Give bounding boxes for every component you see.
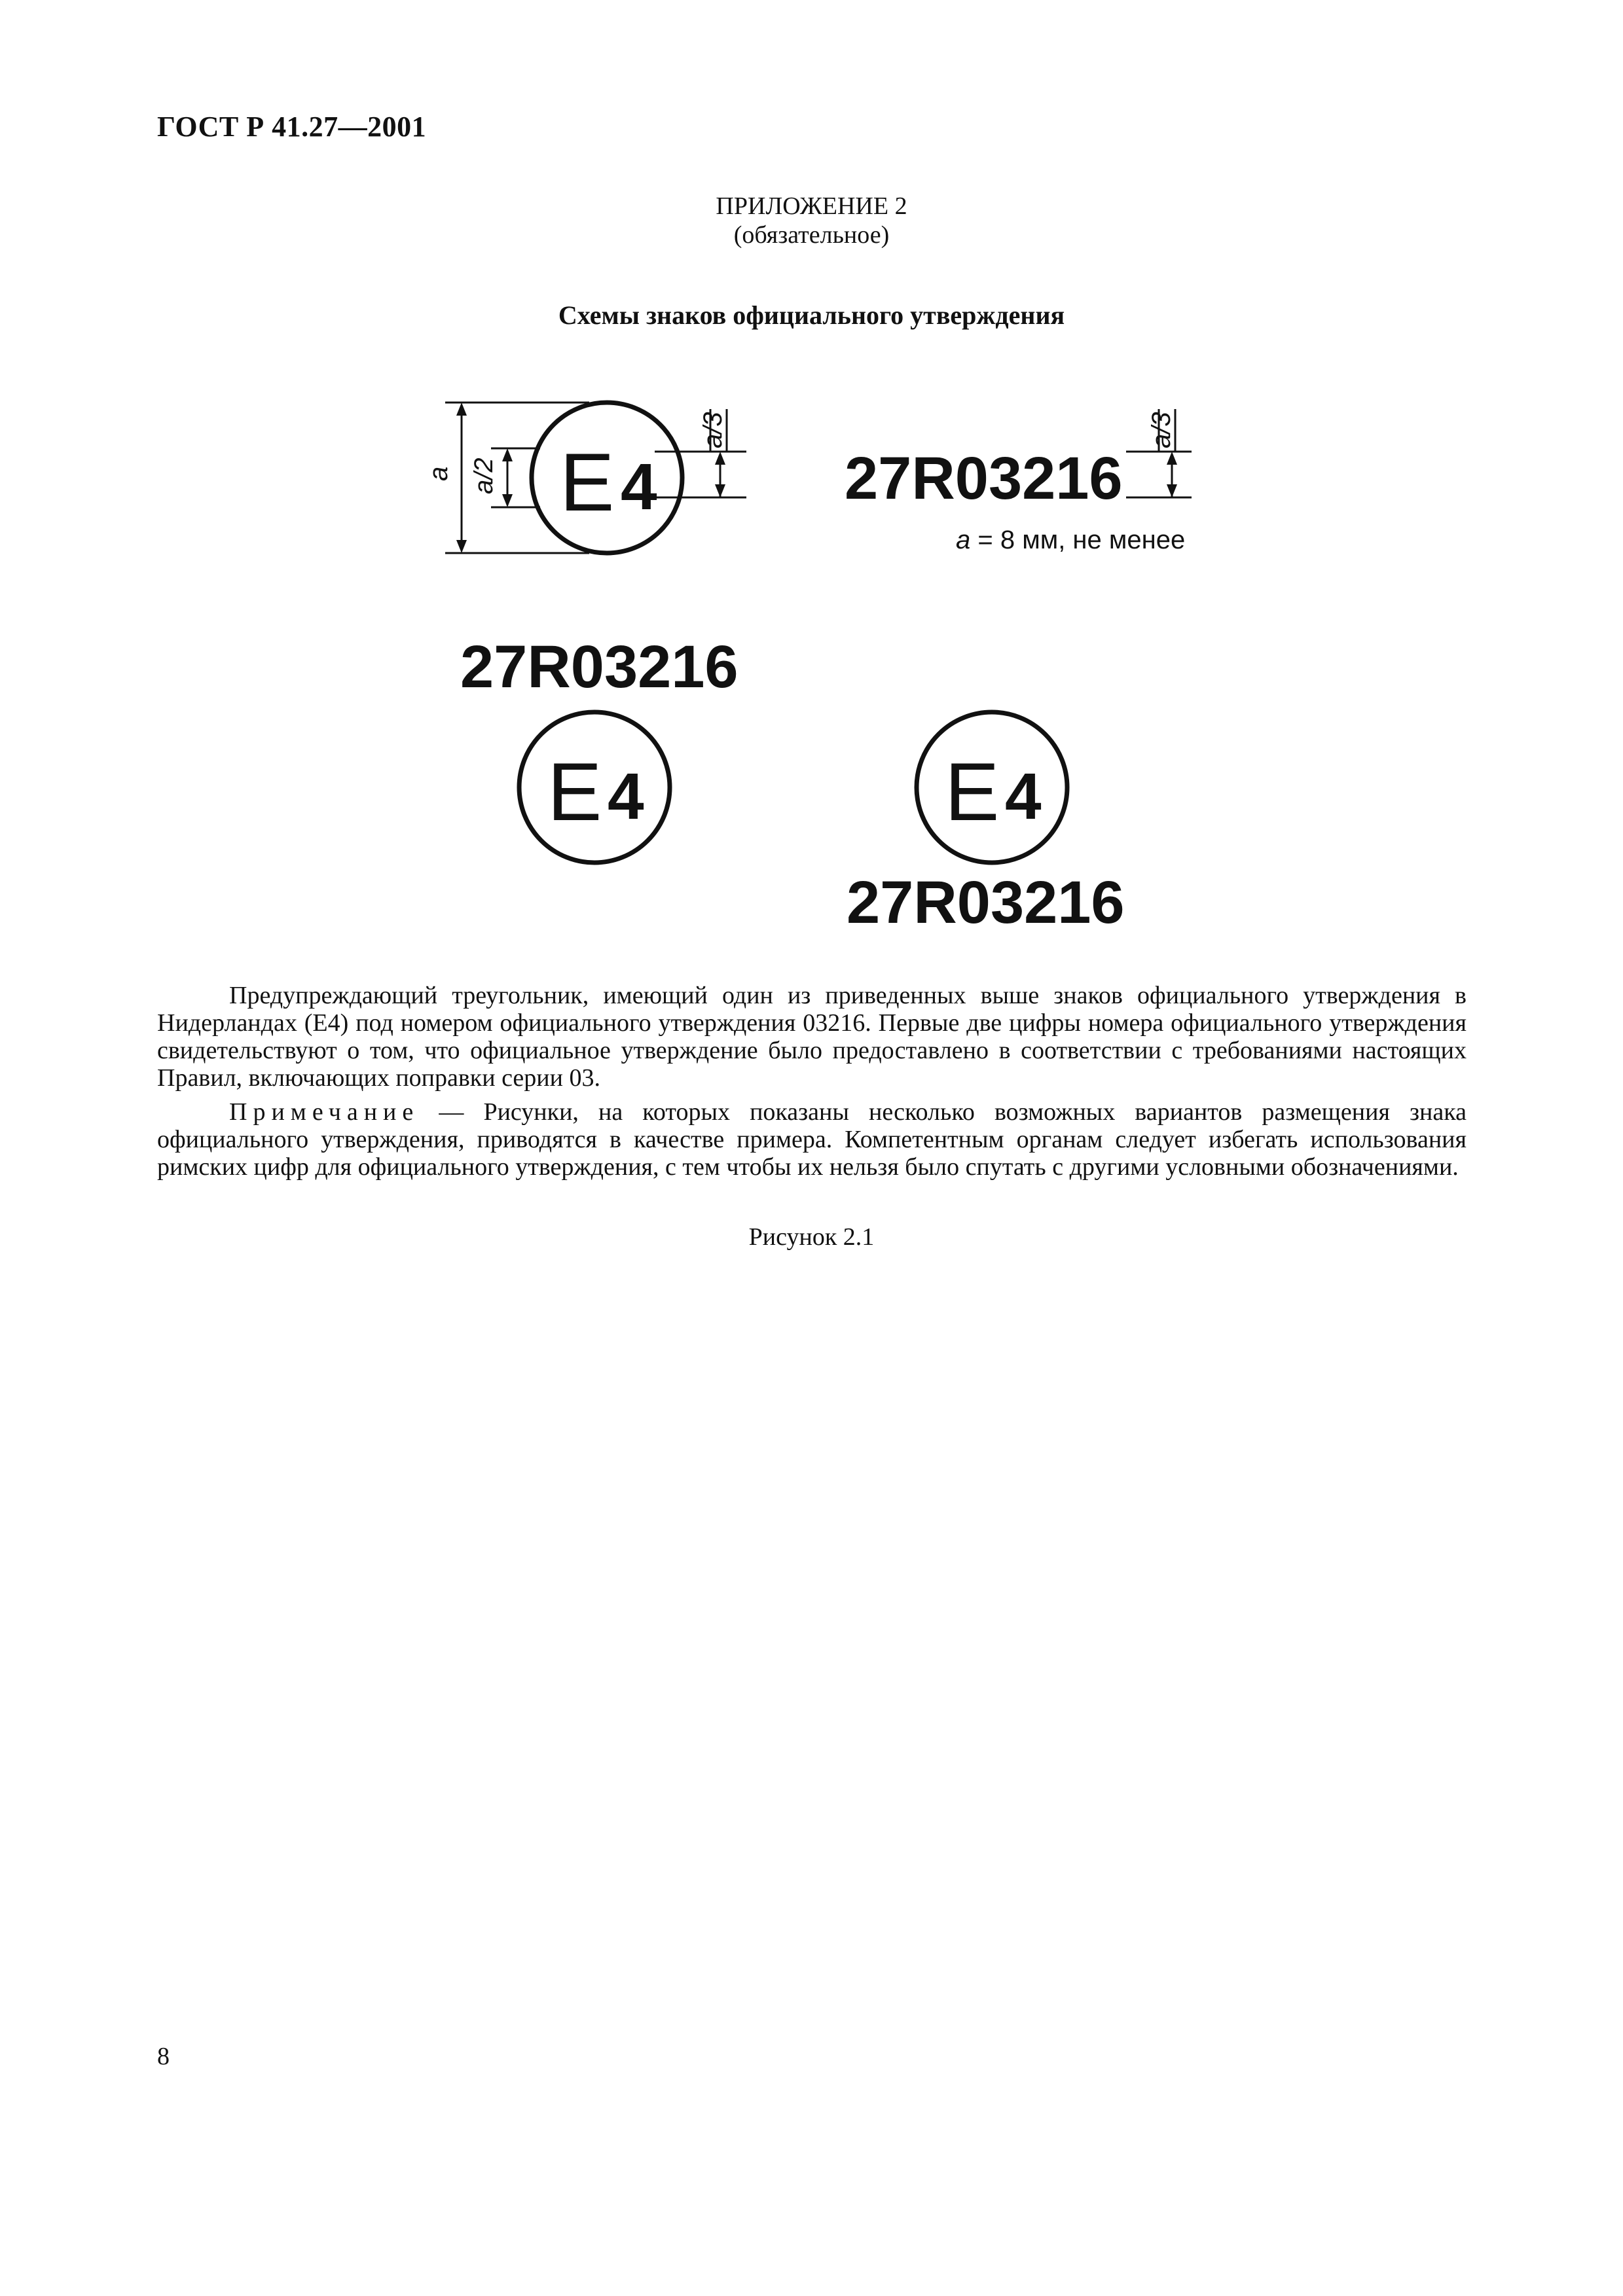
dim-label-a-half: a/2 xyxy=(469,457,498,494)
section-heading: Схемы знаков официального утверждения xyxy=(558,300,1065,330)
mark-2-number: 4 xyxy=(608,760,644,833)
dim-label-a-third-1: a/3 xyxy=(699,412,727,448)
dimension-note-rest: = 8 мм, не менее xyxy=(970,526,1186,554)
mark-3-number: 4 xyxy=(1005,760,1042,833)
note-label: Примечание xyxy=(229,1098,420,1126)
mark-1-letter: E xyxy=(560,437,615,528)
mark-3-letter: E xyxy=(945,747,1000,838)
approval-number-3: 27R03216 xyxy=(847,869,1125,936)
document-code: ГОСТ Р 41.27—2001 xyxy=(157,111,427,143)
approval-number-2: 27R03216 xyxy=(460,634,739,700)
mark-1-number: 4 xyxy=(621,450,657,524)
approval-marks-figure xyxy=(0,0,1623,949)
page-number: 8 xyxy=(157,2043,170,2070)
paragraph-1: Предупреждающий треугольник, имеющий один из приведенных выше знаков официального утверждения в Нидерландах (E4) под номером официального утверждения 03216. Первые две цифры номера официального утверждения свидетельствуют о том, что официальное утверждение было предоставлено в соответствии с требованиями настоящих Правил, включающих поправки серии 03. xyxy=(157,982,1467,1092)
appendix-status: (обязательное) xyxy=(733,221,890,249)
dim-label-a: a xyxy=(424,466,453,481)
approval-number-1: 27R03216 xyxy=(845,445,1123,512)
dimension-note xyxy=(956,526,1185,554)
mark-2-letter: E xyxy=(547,747,602,838)
dimension-note-var: a xyxy=(956,526,971,554)
note-paragraph xyxy=(157,1098,1467,1181)
body-text xyxy=(157,982,1467,1187)
dim-label-a-third-2: a/3 xyxy=(1147,412,1176,448)
appendix-title: ПРИЛОЖЕНИЕ 2 xyxy=(716,192,907,220)
note-text: — Рисунки, на которых показаны несколько возможных вариантов размещения знака официального утверждения, приводятся в качестве примера. Компетентным органам следует избегать использования римских цифр для официального утверждения, с тем чтобы их нельзя было спутать с другими условными обозначениями. xyxy=(157,1098,1467,1181)
figure-caption: Рисунок 2.1 xyxy=(748,1223,875,1251)
